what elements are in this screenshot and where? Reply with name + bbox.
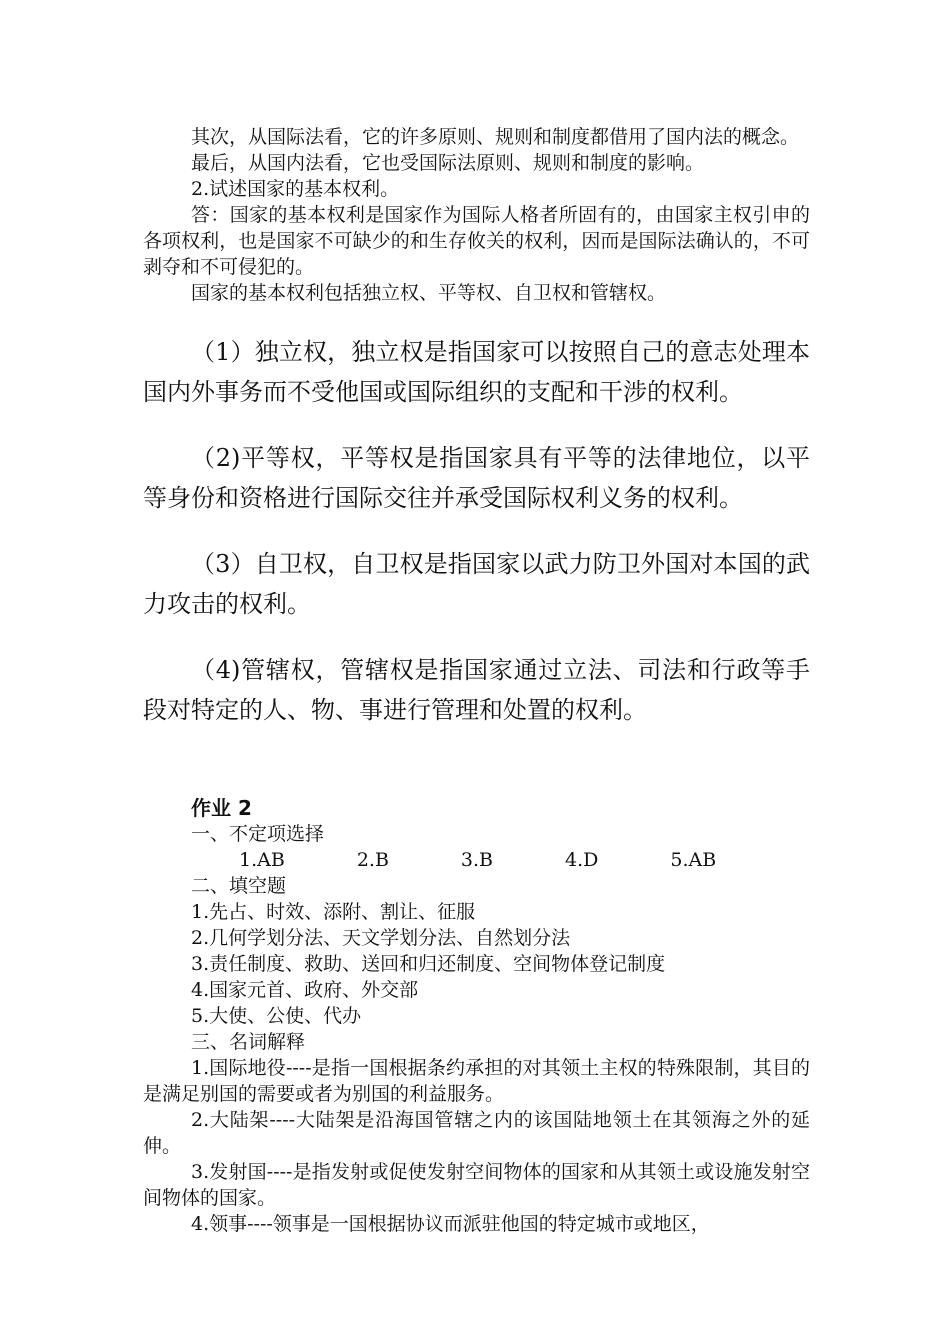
right-independence: （1）独立权，独立权是指国家可以按照自己的意志处理本国内外事务而不受他国或国际组织的支配和干涉的权利。: [143, 338, 810, 406]
top-section: [143, 124, 810, 306]
term-definition: 2.大陆架----大陆架是沿海国管辖之内的该国陆地领土在其领海之外的延伸。: [143, 1109, 810, 1157]
section-title: 二、填空题: [191, 875, 287, 897]
paragraph: 最后，从国内法看，它也受国际法原则、规则和制度的影响。: [191, 152, 705, 174]
answer-list: [143, 847, 810, 873]
right-self-defense: （3）自卫权，自卫权是指国家以武力防卫外国对本国的武力攻击的权利。: [143, 550, 810, 618]
term-definition: 3.发射国----是指发射或促使发射空间物体的国家和从其领土或设施发射空间物体的国家。: [143, 1161, 810, 1209]
fill-blank-answer: 3.责任制度、救助、送回和归还制度、空间物体登记制度: [191, 953, 666, 975]
answer-item: 3.B: [460, 849, 493, 871]
answer-item: 5.AB: [670, 849, 717, 871]
fill-blank-answer: 2.几何学划分法、天文学划分法、自然划分法: [191, 927, 571, 949]
answer-item: 2.B: [356, 849, 389, 871]
paragraph: 国家的基本权利包括独立权、平等权、自卫权和管辖权。: [191, 282, 667, 304]
paragraph: 其次，从国际法看，它的许多原则、规则和制度都借用了国内法的概念。: [191, 126, 800, 148]
answer-item: 1.AB: [239, 849, 285, 871]
section-title: 一、不定项选择: [191, 823, 325, 845]
fill-blank-answer: 1.先占、时效、添附、割让、征服: [191, 901, 476, 923]
answer-item: 4.D: [565, 849, 599, 871]
assignment2-section: [143, 795, 810, 1237]
term-definition: 1.国际地役----是指一国根据条约承担的对其领土主权的特殊限制，其目的是满足别国的需要或者为别国的利益服务。: [143, 1057, 810, 1105]
term-definition: 4.领事----领事是一国根据协议而派驻他国的特定城市或地区，: [191, 1213, 710, 1235]
right-equality: （2)平等权，平等权是指国家具有平等的法律地位，以平等身份和资格进行国际交往并承受国际权利义务的权利。: [143, 444, 810, 512]
assignment-title: 作业 2: [191, 796, 252, 820]
right-jurisdiction: （4)管辖权，管辖权是指国家通过立法、司法和行政等手段对特定的人、物、事进行管理和处置的权利。: [143, 656, 810, 724]
answer-paragraph: 答：国家的基本权利是国家作为国际人格者所固有的，由国家主权引申的各项权利，也是国家不可缺少的和生存攸关的权利，因而是国际法确认的，不可剥夺和不可侵犯的。: [143, 204, 810, 278]
rights-section: [143, 332, 810, 756]
fill-blank-answer: 5.大使、公使、代办: [191, 1005, 362, 1027]
question-heading: 2.试述国家的基本权利。: [191, 178, 400, 200]
section-title: 三、名词解释: [191, 1031, 306, 1053]
fill-blank-answer: 4.国家元首、政府、外交部: [191, 979, 419, 1001]
